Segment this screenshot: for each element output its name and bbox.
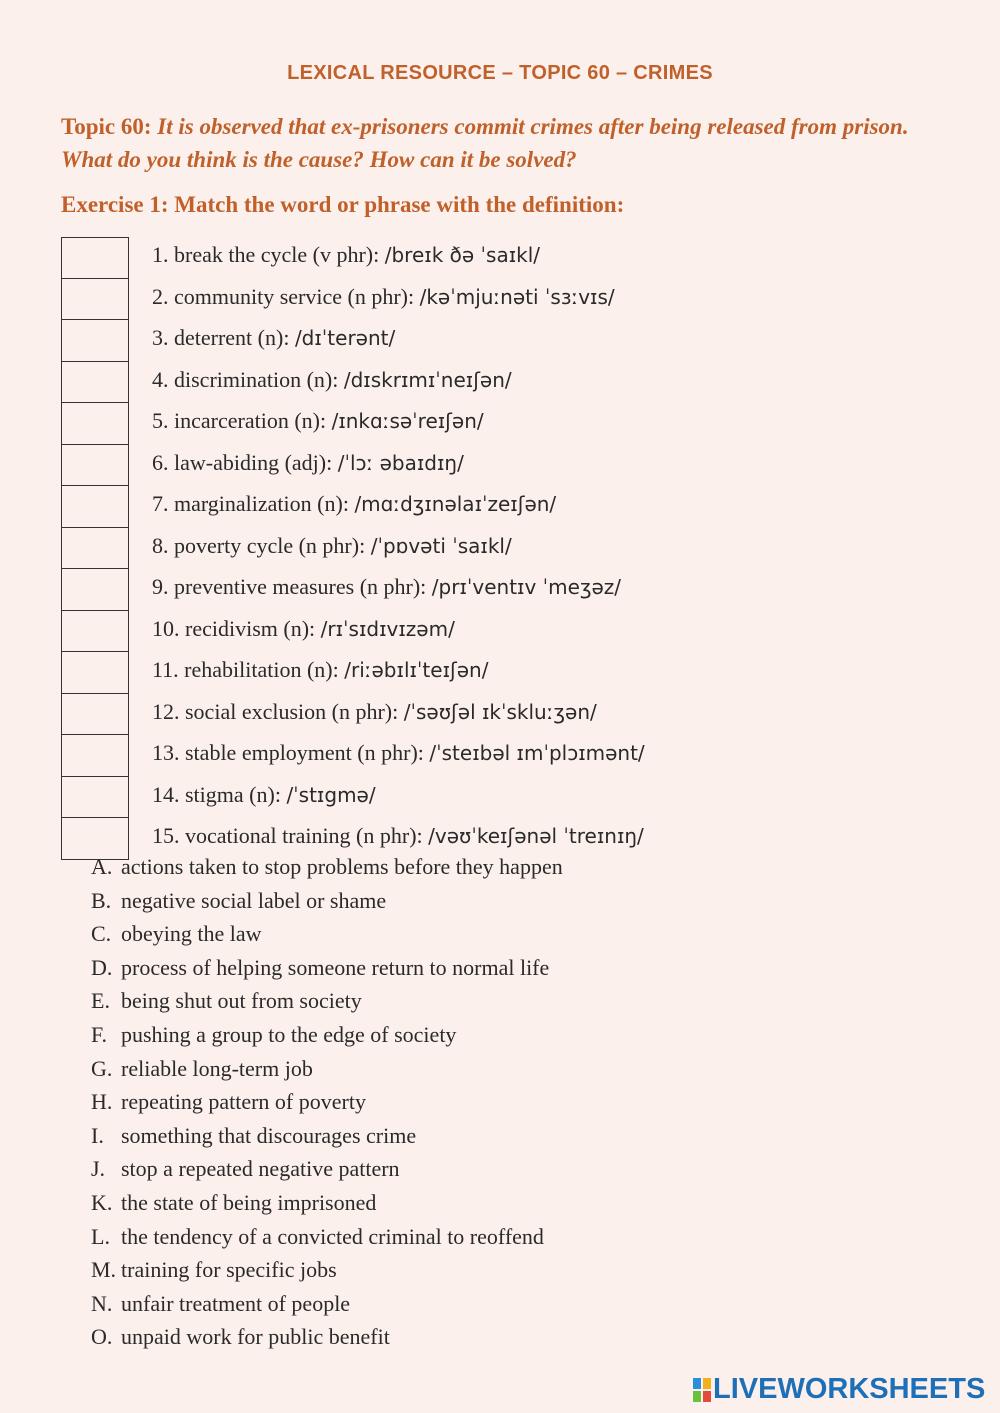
word-text: 12. social exclusion (n phr): [152, 698, 404, 724]
word-text: 14. stigma (n): [152, 781, 287, 807]
definition-letter: L. [91, 1223, 110, 1249]
definition-text: something that discourages crime [121, 1122, 417, 1148]
topic-prompt [61, 110, 941, 176]
word-item [152, 735, 972, 777]
word-text: 10. recidivism (n): [152, 615, 321, 641]
answer-box[interactable] [61, 403, 129, 445]
definition-item [91, 1085, 951, 1119]
logo-block-2 [703, 1378, 711, 1389]
word-ipa: /kəˈmjuːnəti ˈsɜːvɪs/ [419, 284, 615, 309]
word-ipa: /vəʊˈkeɪʃənəl ˈtreɪnɪŋ/ [428, 824, 644, 848]
definition-letter: D. [91, 954, 113, 980]
liveworksheets-logo-icon [693, 1378, 711, 1402]
definition-item [91, 850, 951, 884]
word-ipa: /dɪˈterənt/ [294, 326, 396, 350]
definition-letter: B. [91, 887, 112, 913]
definition-letter: N. [91, 1290, 113, 1316]
definition-item [91, 1320, 951, 1354]
word-ipa: /ˈpɒvəti ˈsaɪkl/ [370, 533, 512, 558]
definition-text: actions taken to stop problems before they happen [121, 854, 563, 879]
definition-letter: E. [91, 988, 110, 1014]
definition-item [91, 1052, 951, 1086]
word-text: 9. preventive measures (n phr): [152, 574, 432, 599]
definition-letter: K. [91, 1189, 113, 1215]
answer-box[interactable] [61, 652, 129, 694]
word-item [152, 569, 972, 611]
answer-box[interactable] [61, 694, 129, 736]
definition-text: pushing a group to the edge of society [121, 1021, 457, 1047]
definition-item [91, 1253, 951, 1287]
answer-box[interactable] [61, 320, 129, 362]
answer-box[interactable] [61, 486, 129, 528]
word-list [152, 237, 972, 860]
definition-item [91, 917, 951, 951]
definition-text: negative social label or shame [121, 887, 387, 913]
definition-text: training for specific jobs [121, 1257, 337, 1283]
topic-question: It is observed that ex-prisoners commit crimes after being released from prison. What do you think is the cause? How can it be solved? [61, 114, 909, 172]
definition-letter: F. [91, 1021, 107, 1047]
word-item [152, 445, 972, 487]
answer-box[interactable] [61, 445, 129, 487]
word-item [152, 279, 972, 321]
definition-letter: M. [91, 1257, 117, 1283]
definition-item [91, 1018, 951, 1052]
definition-letter: G. [91, 1055, 113, 1081]
word-item [152, 694, 972, 736]
definition-text: obeying the law [121, 921, 262, 947]
definition-text: repeating pattern of poverty [121, 1089, 366, 1115]
definition-text: unfair treatment of people [121, 1290, 351, 1316]
logo-block-1 [693, 1378, 701, 1389]
word-item [152, 362, 972, 404]
answer-box[interactable] [61, 279, 129, 321]
logo-block-3 [693, 1391, 701, 1402]
definition-item [91, 1186, 951, 1220]
logo-text: LIVEWORKSHEETS [713, 1373, 986, 1405]
answer-box[interactable] [61, 528, 129, 570]
definition-text: the tendency of a convicted criminal to reoffend [121, 1223, 544, 1249]
word-item [152, 777, 972, 819]
word-ipa: /prɪˈventɪv ˈmeʒəz/ [431, 575, 622, 599]
definition-item [91, 1119, 951, 1153]
word-text: 15. vocational training (n phr): [152, 823, 429, 848]
definition-letter: I. [91, 1122, 104, 1148]
word-text: 4. discrimination (n): [152, 366, 344, 392]
definition-text: reliable long-term job [121, 1055, 313, 1081]
answer-boxes [61, 237, 129, 860]
answer-box[interactable] [61, 569, 129, 611]
worksheet-title: LEXICAL RESOURCE – TOPIC 60 – CRIMES [287, 62, 713, 84]
word-ipa: /ˈlɔː əbaɪdɪŋ/ [337, 450, 464, 475]
definition-text: unpaid work for public benefit [121, 1324, 390, 1350]
word-ipa: /ˈstɪgmə/ [286, 782, 376, 807]
answer-box[interactable] [61, 237, 129, 279]
answer-box[interactable] [61, 735, 129, 777]
word-text: 6. law-abiding (adj): [152, 449, 338, 475]
answer-box[interactable] [61, 611, 129, 653]
word-text: 1. break the cycle (v phr): [152, 242, 385, 267]
word-item [152, 403, 972, 445]
word-ipa: /ˈsteɪbəl ɪmˈplɔɪmənt/ [429, 741, 645, 765]
definition-letter: C. [91, 921, 112, 947]
word-text: 2. community service (n phr): [152, 283, 420, 309]
word-text: 3. deterrent (n): [152, 325, 295, 350]
liveworksheets-logo [693, 1373, 985, 1406]
answer-box[interactable] [61, 362, 129, 404]
definition-text: the state of being imprisoned [121, 1189, 377, 1215]
definition-item [91, 984, 951, 1018]
word-item [152, 320, 972, 362]
word-text: 5. incarceration (n): [152, 408, 332, 433]
word-ipa: /riːəbɪlɪˈteɪʃən/ [344, 658, 489, 682]
word-item [152, 486, 972, 528]
word-item [152, 611, 972, 653]
definition-letter: H. [91, 1089, 113, 1115]
definition-item [91, 1152, 951, 1186]
word-item [152, 528, 972, 570]
definition-text: being shut out from society [121, 988, 362, 1014]
word-text: 13. stable employment (n phr): [152, 740, 430, 765]
word-text: 7. marginalization (n): [152, 491, 355, 516]
word-ipa: /breɪk ðə ˈsaɪkl/ [384, 243, 541, 267]
definition-text: stop a repeated negative pattern [121, 1156, 400, 1182]
topic-label: Topic 60: [61, 114, 152, 139]
exercise-heading: Exercise 1: Match the word or phrase with the definition: [61, 192, 625, 217]
definition-letter: O. [91, 1324, 113, 1350]
definition-item [91, 951, 951, 985]
answer-box[interactable] [61, 777, 129, 819]
definition-item [91, 884, 951, 918]
word-item [152, 652, 972, 694]
definition-item [91, 1287, 951, 1321]
word-ipa: /ɪnkɑːsəˈreɪʃən/ [331, 409, 484, 433]
definition-item [91, 1220, 951, 1254]
word-ipa: /dɪskrɪmɪˈneɪʃən/ [343, 367, 512, 392]
word-ipa: /rɪˈsɪdɪvɪzəm/ [320, 616, 455, 641]
definition-letter: J. [91, 1156, 106, 1182]
word-item [152, 237, 972, 279]
definition-list [91, 850, 951, 1354]
word-text: 8. poverty cycle (n phr): [152, 532, 371, 558]
word-ipa: /ˈsəʊʃəl ɪkˈskluːʒən/ [403, 699, 597, 724]
logo-block-4 [703, 1391, 711, 1402]
word-ipa: /mɑːdʒɪnəlaɪˈzeɪʃən/ [354, 492, 557, 516]
word-text: 11. rehabilitation (n): [152, 657, 345, 682]
definition-text: process of helping someone return to normal life [121, 954, 550, 980]
definition-letter: A. [91, 854, 113, 879]
